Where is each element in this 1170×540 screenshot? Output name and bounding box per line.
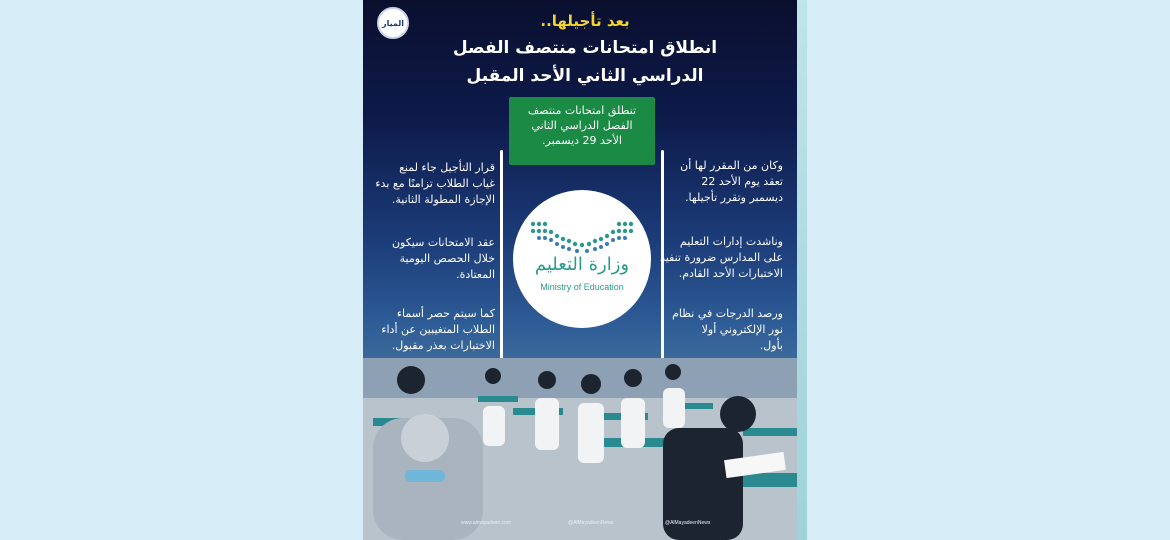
right-point-3-line-3: بأول. (759, 339, 783, 352)
left-point-1-line-3: الإجازة المطولة الثانية. (391, 193, 495, 206)
highlight-line-3: الأحد 29 ديسمبر. (542, 134, 622, 147)
right-point-2-line-2: على المدارس ضرورة تنفيذ (659, 251, 783, 264)
brand-logo-text: الميار (382, 18, 404, 28)
left-point-2-line-2: خلال الحصص اليومية (399, 252, 495, 265)
headline-line-1: انطلاق امتحانات منتصف الفصل (452, 38, 718, 58)
right-point-1-line-1: وكان من المقرر لها أن (680, 159, 783, 172)
left-point-3 (363, 306, 495, 354)
ministry-name-arabic: وزارة التعليم (534, 254, 630, 275)
ministry-dots-emblem (527, 220, 637, 254)
right-point-2-line-3: الاختبارات الأحد القادم. (678, 267, 783, 280)
right-point-3-line-1: ورصد الدرجات في نظام (672, 307, 783, 320)
left-point-2-line-1: عقد الامتحانات سيكون (391, 236, 495, 249)
right-point-3-line-2: نور الإلكتروني أولا (701, 323, 783, 336)
classroom-exam-photo (363, 358, 807, 540)
left-point-1 (363, 160, 495, 208)
right-point-1-line-3: ديسمبر وتقرر تأجيلها. (685, 191, 783, 204)
right-point-3 (643, 306, 783, 354)
ministry-name-english: Ministry of Education (540, 282, 624, 292)
footer-site: www.almayadeen.com (461, 520, 512, 526)
right-point-2-line-1: وناشدت إدارات التعليم (679, 235, 783, 248)
right-point-1 (643, 158, 783, 206)
left-point-3-line-1: كما سيتم حصر أسماء (396, 307, 495, 320)
infographic-poster (363, 0, 807, 540)
left-point-3-line-3: الاختبارات بعذر مقبول. (391, 339, 495, 352)
footer-handle-1: @AlMayadeenNews (568, 520, 614, 526)
left-point-1-line-1: قرار التأجيل جاء لمنع (399, 161, 495, 174)
left-point-3-line-2: الطلاب المتغيبين عن أداء (381, 323, 495, 336)
right-point-2 (643, 234, 783, 282)
headline (363, 34, 807, 90)
headline-line-2: الدراسي الثاني الأحد المقبل (466, 66, 704, 86)
right-point-1-line-2: تعقد يوم الأحد 22 (701, 175, 783, 188)
highlight-line-1: تنطلق امتحانات منتصف (527, 104, 637, 117)
left-point-2 (363, 235, 495, 283)
footer-handle-2: @AlMayadeenNews (665, 520, 711, 526)
left-point-1-line-2: غياب الطلاب تزامنًا مع بدء (375, 177, 495, 190)
ministry-logo-circle (513, 190, 651, 328)
right-edge-strip (797, 0, 807, 540)
highlight-line-2: الفصل الدراسي الثاني (531, 119, 633, 132)
left-divider-line (500, 150, 503, 365)
left-point-2-line-3: المعتادة. (456, 268, 495, 281)
kicker-title: بعد تأجيلها.. (540, 12, 630, 30)
highlight-box (509, 97, 655, 165)
